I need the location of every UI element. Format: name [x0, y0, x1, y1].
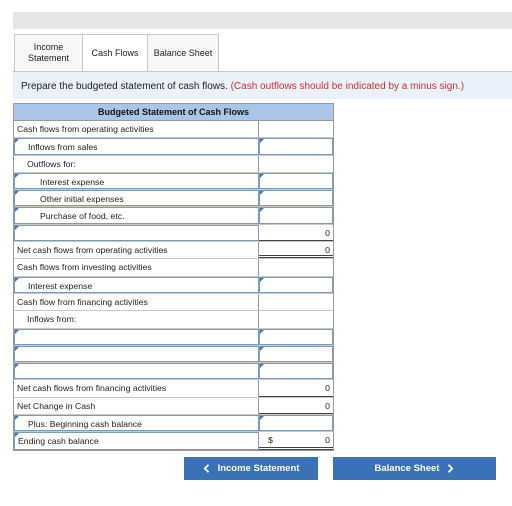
tab-label: Balance Sheet [153, 47, 213, 58]
amount-input[interactable] [259, 138, 333, 154]
row-label-input[interactable] [14, 190, 259, 206]
total-value: 0 [259, 242, 333, 258]
row-label: Plus: Beginning cash balance [28, 419, 142, 430]
row-value: 0 [325, 435, 330, 446]
table-row [14, 346, 333, 363]
currency-symbol: $ [268, 435, 273, 446]
tab-label: Income Statement [27, 42, 70, 63]
row-label: Net cash flows from financing activities [14, 380, 259, 396]
row-label: Net Change in Cash [14, 398, 259, 414]
row-label: Net cash flows from operating activities [14, 242, 259, 258]
row-label: Ending cash balance [18, 436, 99, 447]
amount-input[interactable] [259, 329, 333, 345]
dropdown-marker-icon [260, 330, 264, 334]
table-row [14, 277, 333, 294]
table-row [14, 259, 333, 276]
dropdown-marker-icon [260, 139, 264, 143]
row-label-input[interactable] [14, 329, 259, 345]
amount-input[interactable] [259, 346, 333, 362]
table-row [14, 363, 333, 380]
row-value [259, 259, 333, 275]
row-label-input[interactable] [14, 207, 259, 223]
dropdown-marker-icon [15, 433, 19, 437]
instruction-text: Prepare the budgeted statement of cash flows. [21, 81, 228, 92]
row-label-input[interactable] [14, 415, 259, 431]
tab-bar [14, 34, 219, 72]
dropdown-marker-icon [15, 208, 19, 212]
cash-flow-statement [13, 103, 334, 451]
tab-cash-flows[interactable] [82, 34, 148, 72]
row-label-input[interactable] [14, 277, 259, 293]
tab-label: Cash Flows [91, 47, 139, 58]
dropdown-marker-icon [15, 191, 19, 195]
row-value [259, 311, 333, 327]
row-label: Other initial expenses [40, 194, 124, 205]
statement-title: Budgeted Statement of Cash Flows [14, 104, 333, 121]
amount-input[interactable] [259, 415, 333, 431]
dropdown-marker-icon [15, 139, 19, 143]
amount-input[interactable] [259, 363, 333, 379]
button-label: Balance Sheet [374, 463, 440, 474]
table-row [14, 121, 333, 138]
dropdown-marker-icon [15, 416, 19, 420]
row-label: Inflows from: [14, 311, 259, 327]
button-label: Income Statement [217, 463, 300, 474]
table-row [14, 398, 333, 415]
instruction-note: (Cash outflows should be indicated by a minus sign.) [230, 81, 465, 92]
dropdown-marker-icon [260, 364, 264, 368]
tab-balance-sheet[interactable] [147, 34, 219, 72]
table-row [14, 138, 333, 155]
row-label: Purchase of food, etc. [40, 211, 125, 222]
row-label: Interest expense [28, 280, 93, 291]
table-row [14, 380, 333, 397]
row-label-input[interactable] [14, 138, 259, 154]
grand-total-value [259, 432, 333, 449]
instruction-panel [13, 71, 512, 99]
amount-input[interactable] [259, 277, 333, 293]
row-label: Outflows for: [14, 156, 259, 172]
table-row [14, 225, 333, 242]
table-row [14, 190, 333, 207]
row-label: Cash flows from operating activities [14, 121, 259, 137]
dropdown-marker-icon [15, 347, 19, 351]
row-label-input[interactable] [14, 225, 259, 241]
table-row [14, 415, 333, 432]
table-row [14, 156, 333, 173]
tab-income-statement[interactable] [14, 34, 83, 72]
table-row [14, 242, 333, 259]
row-value [259, 156, 333, 172]
table-row [14, 432, 333, 449]
dropdown-marker-icon [260, 191, 264, 195]
amount-input[interactable] [259, 207, 333, 223]
dropdown-marker-icon [260, 347, 264, 351]
table-row [14, 294, 333, 311]
amount-input[interactable] [259, 190, 333, 206]
table-row [14, 207, 333, 224]
subtotal-value: 0 [259, 225, 333, 241]
row-label: Interest expense [40, 176, 105, 187]
dropdown-marker-icon [15, 174, 19, 178]
dropdown-marker-icon [15, 226, 19, 230]
row-label-input[interactable] [14, 432, 259, 449]
table-row [14, 173, 333, 190]
prev-income-statement-button[interactable] [184, 457, 318, 480]
chevron-left-icon [203, 464, 210, 473]
row-label: Cash flow from financing activities [14, 294, 259, 310]
dropdown-marker-icon [260, 208, 264, 212]
dropdown-marker-icon [15, 330, 19, 334]
dropdown-marker-icon [15, 278, 19, 282]
dropdown-marker-icon [260, 416, 264, 420]
next-balance-sheet-button[interactable] [333, 457, 496, 480]
row-label-input[interactable] [14, 346, 259, 362]
dropdown-marker-icon [260, 174, 264, 178]
table-row [14, 311, 333, 328]
row-value [259, 294, 333, 310]
dropdown-marker-icon [15, 364, 19, 368]
total-value: 0 [259, 380, 333, 396]
row-label-input[interactable] [14, 363, 259, 379]
table-row [14, 329, 333, 346]
chevron-right-icon [447, 464, 454, 473]
total-value: 0 [259, 398, 333, 414]
dropdown-marker-icon [260, 278, 264, 282]
row-label: Cash flows from investing activities [14, 259, 259, 275]
row-label-input[interactable] [14, 173, 259, 189]
top-bar [13, 12, 512, 29]
amount-input[interactable] [259, 173, 333, 189]
row-value [259, 121, 333, 137]
instructions [21, 81, 464, 92]
row-label: Inflows from sales [28, 142, 98, 153]
